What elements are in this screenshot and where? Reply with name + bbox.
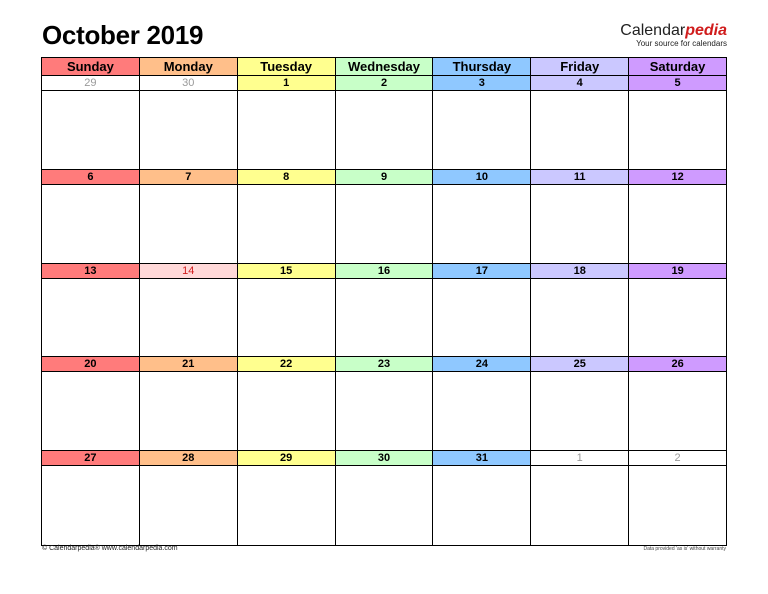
day-cell[interactable] [433,372,531,450]
date-number: 2 [336,76,434,90]
date-number: 1 [238,76,336,90]
day-cell[interactable] [238,466,336,545]
day-cell[interactable] [531,91,629,169]
day-cell[interactable] [336,466,434,545]
date-number: 8 [238,170,336,184]
day-cell[interactable] [531,372,629,450]
day-cell[interactable] [531,466,629,545]
weekday-header-monday: Monday [140,58,238,75]
day-cell[interactable] [433,279,531,357]
weekday-header-saturday: Saturday [629,58,726,75]
day-cell[interactable] [42,279,140,357]
weekday-header-friday: Friday [531,58,629,75]
date-number: 10 [433,170,531,184]
date-number: 16 [336,264,434,278]
day-cell[interactable] [336,372,434,450]
footer-disclaimer: Data provided 'as is' without warranty [643,546,726,552]
day-cell[interactable] [336,279,434,357]
day-cell[interactable] [433,466,531,545]
date-number: 11 [531,170,629,184]
date-number: 5 [629,76,726,90]
day-cell[interactable] [238,185,336,263]
weekday-header-tuesday: Tuesday [238,58,336,75]
brand-logo[interactable] [620,23,727,48]
date-number: 9 [336,170,434,184]
week-row [42,76,726,170]
day-cell[interactable] [140,372,238,450]
weekday-header-sunday: Sunday [42,58,140,75]
date-number: 2 [629,451,726,465]
brand-name [620,23,727,39]
day-cell[interactable] [140,466,238,545]
brand-name-accent: pedia [685,22,727,39]
day-notes-row [42,185,726,263]
date-number: 17 [433,264,531,278]
date-number: 13 [42,264,140,278]
date-number: 30 [336,451,434,465]
week-row [42,170,726,264]
day-cell[interactable] [238,279,336,357]
brand-name-main: Calendar [620,22,686,39]
day-notes-row [42,372,726,450]
date-number: 22 [238,357,336,371]
week-row [42,451,726,545]
date-number: 12 [629,170,726,184]
date-number: 24 [433,357,531,371]
date-number: 19 [629,264,726,278]
day-notes-row [42,279,726,357]
date-number: 28 [140,451,238,465]
day-cell[interactable] [140,185,238,263]
week-row [42,357,726,451]
day-cell[interactable] [140,279,238,357]
date-number: 26 [629,357,726,371]
date-number: 31 [433,451,531,465]
day-cell[interactable] [238,372,336,450]
day-cell[interactable] [629,372,726,450]
date-number: 29 [238,451,336,465]
date-number: 23 [336,357,434,371]
day-cell[interactable] [42,466,140,545]
day-cell[interactable] [42,91,140,169]
date-number: 20 [42,357,140,371]
footer-copyright: © Calendarpedia® www.calendarpedia.com [42,545,178,552]
week-row [42,264,726,358]
date-number: 7 [140,170,238,184]
day-cell[interactable] [629,279,726,357]
day-cell[interactable] [140,91,238,169]
date-number-row [42,170,726,185]
day-cell[interactable] [531,279,629,357]
date-number: 27 [42,451,140,465]
day-cell[interactable] [336,91,434,169]
day-cell[interactable] [336,185,434,263]
weekday-header-thursday: Thursday [433,58,531,75]
date-number: 30 [140,76,238,90]
page-title: October 2019 [42,20,204,50]
day-cell[interactable] [42,372,140,450]
day-cell[interactable] [433,91,531,169]
date-number: 6 [42,170,140,184]
date-number: 21 [140,357,238,371]
day-notes-row [42,91,726,169]
date-number: 3 [433,76,531,90]
date-number-row [42,357,726,372]
date-number: 29 [42,76,140,90]
day-cell[interactable] [629,91,726,169]
day-cell[interactable] [238,91,336,169]
weeks-container [42,76,726,545]
day-notes-row [42,466,726,545]
date-number-row [42,76,726,91]
weekday-header-row [42,58,726,76]
weekday-header-wednesday: Wednesday [336,58,434,75]
day-cell[interactable] [629,466,726,545]
calendar-grid [41,57,727,546]
date-number-row [42,451,726,466]
date-number: 1 [531,451,629,465]
day-cell[interactable] [629,185,726,263]
date-number: 18 [531,264,629,278]
brand-tagline: Your source for calendars [636,39,727,48]
date-number: 15 [238,264,336,278]
day-cell[interactable] [42,185,140,263]
day-cell[interactable] [433,185,531,263]
date-number: 14 [140,264,238,278]
date-number-row [42,264,726,279]
day-cell[interactable] [531,185,629,263]
date-number: 4 [531,76,629,90]
date-number: 25 [531,357,629,371]
